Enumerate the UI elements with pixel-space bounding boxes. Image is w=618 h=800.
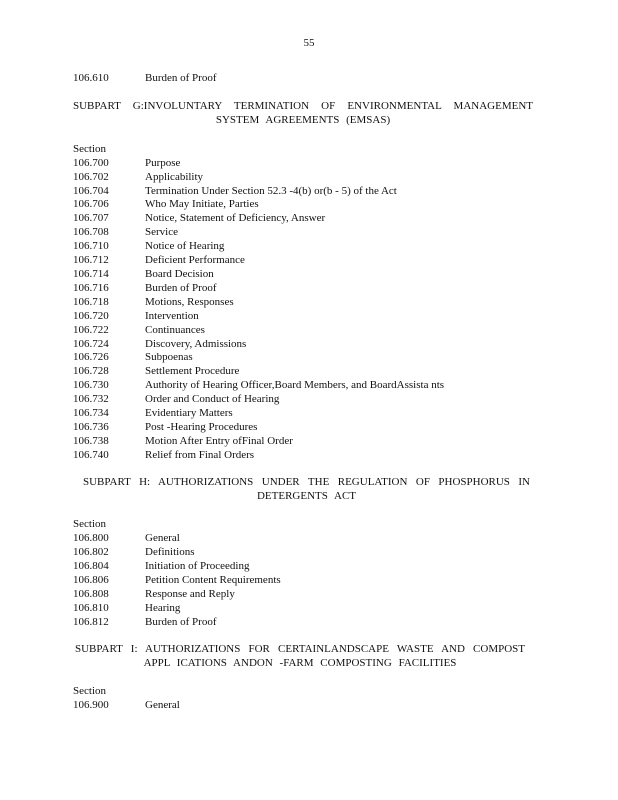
section-number: 106.712 [73,254,109,266]
section-entry [73,560,249,573]
section-entry [73,379,444,392]
section-number: 106.812 [73,616,109,628]
section-number: 106.707 [73,212,109,224]
section-title: Applicability [145,171,204,183]
section-entry [73,699,180,712]
section-number: 106.740 [73,449,109,461]
section-title: Response and Reply [145,588,235,600]
section-entry [73,212,325,225]
subpart-heading-line: SUBPART G:INVOLUNTARY TERMINATION OF ENVIRONMENTAL MANAGEMENT [73,100,533,112]
section-number: 106.808 [73,588,109,600]
section-entry [73,351,193,364]
section-entry [73,226,178,239]
section-entry [73,449,254,462]
section-title: Definitions [145,546,195,558]
section-title: Petition Content Requirements [145,574,281,586]
section-number: 106.704 [73,185,109,197]
section-title: Settlement Procedure [145,365,240,377]
subpart-heading-line: APPL ICATIONS ANDON -FARM COMPOSTING FACILITIES [143,656,457,669]
page-number: 55 [303,37,315,49]
section-entry [73,421,257,434]
section-label: Section [73,518,106,530]
subpart-heading-line: SUBPART I: AUTHORIZATIONS FOR CERTAINLANDSCAPE WASTE AND COMPOST [75,643,525,655]
section-number: 106.708 [73,226,109,238]
section-number: 106.716 [73,282,109,294]
section-title: Who May Initiate, Parties [145,198,259,210]
section-number: 106.810 [73,602,109,614]
section-number: 106.610 [73,72,109,84]
section-number: 106.724 [73,338,109,350]
section-entry [73,282,217,295]
section-entry [73,616,217,629]
section-number: 106.702 [73,171,109,183]
section-title: Board Decision [145,268,214,280]
section-entry [73,171,203,184]
section-number: 106.700 [73,157,109,169]
section-number: 106.738 [73,435,109,447]
section-entry [73,310,199,323]
section-entry [73,296,234,309]
section-number: 106.730 [73,379,109,391]
section-entry [73,602,180,615]
section-number: 106.736 [73,421,109,433]
section-title: Authority of Hearing Officer,Board Members, and BoardAssista nts [145,379,445,391]
section-number: 106.706 [73,198,109,210]
section-title: Relief from Final Orders [145,449,255,461]
section-title: Burden of Proof [145,616,217,628]
section-title: Motions, Responses [145,296,234,308]
section-number: 106.714 [73,268,109,280]
section-title: Discovery, Admissions [145,338,247,350]
section-entry [73,268,214,281]
section-entry [73,338,246,351]
section-number: 106.734 [73,407,109,419]
section-entry [73,532,180,545]
section-title: Continuances [145,324,205,336]
section-title: General [145,532,180,544]
section-entry [73,588,235,601]
section-entry [73,185,397,198]
section-title: Initiation of Proceeding [145,560,250,572]
section-number: 106.806 [73,574,109,586]
subpart-heading-line: SYSTEM AGREEMENTS (EMSAS) [215,113,391,126]
section-number: 106.722 [73,324,109,336]
section-number: 106.718 [73,296,109,308]
section-entry [73,157,180,170]
section-entry [73,324,205,337]
section-title: Hearing [145,602,181,614]
section-number: 106.800 [73,532,109,544]
section-title: Notice, Statement of Deficiency, Answer [145,212,326,224]
section-number: 106.732 [73,393,109,405]
subpart-h-heading [83,476,530,503]
section-title: Service [145,226,178,238]
section-title: Subpoenas [145,351,193,363]
section-number: 106.728 [73,365,109,377]
section-title: Motion After Entry ofFinal Order [145,435,293,447]
section-entry [73,435,293,448]
section-title: Burden of Proof [145,282,217,294]
section-label: Section [73,685,106,697]
section-entry [73,574,281,587]
section-entry [73,240,224,253]
section-entry [73,393,279,406]
subpart-heading-line: SUBPART H: AUTHORIZATIONS UNDER THE REGULATION OF PHOSPHORUS IN [83,476,530,488]
section-number: 106.804 [73,560,109,572]
subpart-g-heading [73,100,533,127]
section-title: General [145,699,180,711]
section-entry [73,254,245,267]
section-title: Deficient Performance [145,254,245,266]
section-title: Notice of Hearing [145,240,225,252]
section-number: 106.726 [73,351,109,363]
section-title: Burden of Proof [145,72,217,84]
section-number: 106.802 [73,546,109,558]
section-title: Evidentiary Matters [145,407,233,419]
section-number: 106.710 [73,240,109,252]
subpart-i-heading [75,643,525,670]
section-number: 106.720 [73,310,109,322]
section-entry [73,365,239,378]
section-entry [73,546,195,559]
section-number: 106.900 [73,699,109,711]
section-title: Order and Conduct of Hearing [145,393,280,405]
section-title: Post -Hearing Procedures [145,421,258,433]
section-title: Purpose [145,157,181,169]
section-label: Section [73,143,106,155]
subpart-heading-line: DETERGENTS ACT [256,489,357,502]
section-entry [73,72,217,85]
section-entry [73,407,233,420]
section-title: Intervention [145,310,199,322]
section-title: Termination Under Section 52.3 -4(b) or(b - 5) of the Act [145,185,397,197]
section-entry [73,198,259,211]
